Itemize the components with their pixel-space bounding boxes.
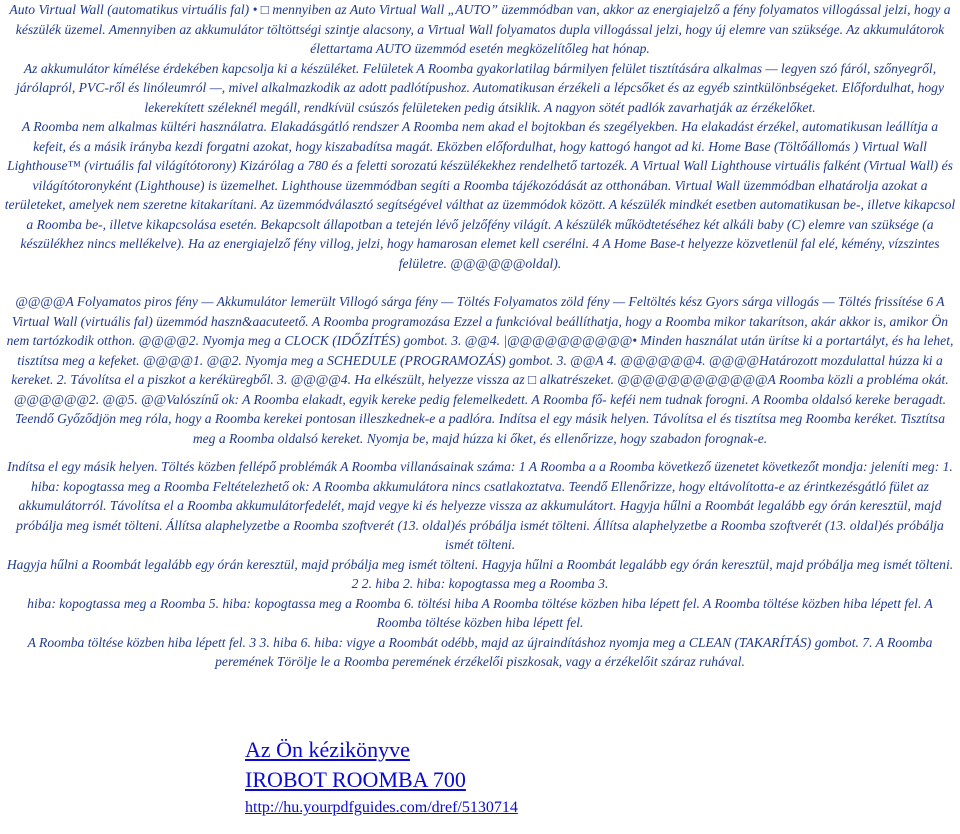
paragraph-cool-down: Hagyja hűlni a Roombát legalább egy órán keresztül, majd próbálja meg ismét tölteni. Hagyja hűlni a Roombát legalább egy órán keresztül, majd próbálja meg ismét tölteni. 2 2. hiba 2. hiba: kopogtassa meg a Roomba 3. [6,556,954,591]
paragraph-surfaces: Az akkumulátor kímélése érdekében kapcsolja ki a készüléket. Felületek A Roomba gyakorlatilag bármilyen felület tisztítására alkalmas — legyen szó fáról, szőnyegről, járólapról, PVC-ről és linóleumról —, mivel alkalmazkodik az adott padlótípushoz. Automatikusan érzékeli a lépcsőket és az egyéb szintkülönbségeket. Előfordulhat, hogy lekerekített széleknél megáll, rendkívül csúszós felületeken pedig átsiklik. A nagyon sötét padlók zavarhatják az érzékelőket. [15,60,945,115]
manual-product-link[interactable]: IROBOT ROOMBA 700 [245,767,466,792]
manual-footer [245,735,518,818]
paragraph-charging-errors: hiba: kopogtassa meg a Roomba 5. hiba: kopogtassa meg a Roomba 6. töltési hiba A Roomba töltése közben hiba lépett fel. A Roomba töltése közben hiba lépett fel. A Roomba töltése közben hiba lépett fel. [27,595,933,630]
paragraph-cliff-sensors: A Roomba töltése közben hiba lépett fel. 3 3. hiba 6. hiba: vigye a Roombát odébb, majd az újraindításhoz nyomja meg a CLEAN (TAKARÍTÁS) gombot. 7. A Roomba peremének Törölje le a Roomba peremének érzékelői piszkosak, vagy a érzékelőit száraz ruhával. [27,634,933,669]
paragraph-wheel-troubleshooting: @@@@@@2. @@5. @@Valószínű ok: A Roomba elakadt, egyik kereke pedig felemelkedett. A Roomba fő- keféi nem tudnak forogni. A Roomba oldalsó kereke beragadt. Teendő Győződjön meg róla, hogy a Roomba kerekei pontosan illeszkednek-e a padlóra. Indítsa el egy másik helyen. Távolítsa el és tisztítsa meg Roomba keréket. Tisztítsa meg a Roomba oldalsó kereket. Nyomja be, majd húzza ki őket, és ellenőrizze, hogy szabadon forognak-e. [13,391,947,446]
manual-title-link[interactable]: Az Ön kézikönyve [245,737,410,762]
paragraph-status-lights-scheduling: @@@@A Folyamatos piros fény — Akkumulátor lemerült Villogó sárga fény — Töltés Folyamatos zöld fény — Feltöltés kész Gyors sárga villogás — Töltés frissítése 6 A Virtual Wall (virtuális fal) üzemmód haszn&aacuteető. A Roomba programozása Ezzel a funkcióval beállíthatja, hogy a Roomba mikor takarítson, akár akkor is, amikor Ön nem tartózkodik otthon. @@@@2. Nyomja meg a CLOCK (IDŐZÍTÉS) gombot. 3. @@4. |@@@@@@@@@@• Minden használat után ürítse ki a portartályt, és ha lehet, tisztítsa meg a kefeket. @@@@1. @@2. Nyomja meg a SCHEDULE (PROGRAMOZÁS) gombot. 3. @@A 4. @@@@@@4. @@@@Határozott mozdulattal húzza ki a kereket. 2. Távolítsa el a piszkot a keréküregből. 3. @@@@4. Ha elkészült, helyezze vissza az □ alkatrészeket. @@@@@@@@@@@@A Roomba közli a probléma okát. [6,294,954,387]
paragraph-charging-problems: Indítsa el egy másik helyen. Töltés közben fellépő problémák A Roomba villanásainak száma: 1 A Roomba a a Roomba következő üzenetet következőt mondja: jeleníti meg: 1. hiba: kopogtassa meg a Roomba Feltételezhető ok: A Roomba akkumulátora nincs csatlakoztatva. Teendő Ellenőrizze, hogy eltávolította-e az érintkezésgátló fület az akkumulátorról. Távolítsa el a Roomba akkumulátorfedelét, majd vegye ki és helyezze vissza az akkumulátort. Hagyja hűlni a Roombát legalább egy órán keresztül, majd próbálja meg ismét tölteni. Állítsa alaphelyzetbe a Roomba szoftverét (13. oldal)és próbálja ismét tölteni. Állítsa alaphelyzetbe a Roomba szoftverét (13. oldal)és próbálja ismét tölteni. [7,459,953,552]
paragraph-auto-virtual-wall: Auto Virtual Wall (automatikus virtuális fal) • □ mennyiben az Auto Virtual Wall „AUTO” üzemmódban van, akkor az energiajelző a fény folyamatos villogással jelzi, hogy a készülék üzemel. Amennyiben az akkumulátor töltöttségi szintje alacsony, a Virtual Wall folyamatos dupla villogással jelzi, hogy új elemre van szüksége. Az akkumulátorok élettartama AUTO üzemmód esetén megközelítőleg hat hónap. [9,2,951,56]
paragraph-anti-tangle-home-base: A Roomba nem alkalmas kültéri használatra. Elakadásgátló rendszer A Roomba nem akad el bojtokban és szegélyekben. Ha elakadást érzékel, automatikusan leállítja a kefeit, és a másik irányba kezdi forgatni azokat, hogy kiszabadítsa magát. Eközben előfordulhat, hogy kattogó hangot ad ki. Home Base (Töltőállomás ) Virtual Wall Lighthouse™ (virtuális fal világítótorony) Kizárólag a 780 és a feletti sorozatú készülékekhez rendelhető tartozék. A Virtual Wall Lighthouse virtuális falként (Virtual Wall) és világítótoronyként (Lighthouse) is üzemelhet. Lighthouse üzemmódban segíti a Roomba tájékozódását az otthonában. Virtual Wall üzemmódban elhatárolja azokat a területeket, amelyek nem szeretne kitakarítani. Az üzemmódválasztó segítségével válthat az üzemmódok között. A készülék mindkét esetben automatikusan be-, illetve kikapcsol a Roomba be-, illetve kikapcsolása esetén. Bekapcsolt állapotban a tetején lévő jelzőfény világít. A készülék működtetéséhez két alkáli baby (C) elemre van szüksége (a készülékhez nincs mellékelve). Ha az energiajelző fény villog, jelzi, hogy hamarosan elemet kell cserélni. 4 A Home Base-t helyezze közvetlenül fal elé, kémény, vízszintes felületre. @@@@@@oldal). [4,119,956,271]
manual-url-link[interactable]: http://hu.yourpdfguides.com/dref/5130714 [245,799,518,816]
